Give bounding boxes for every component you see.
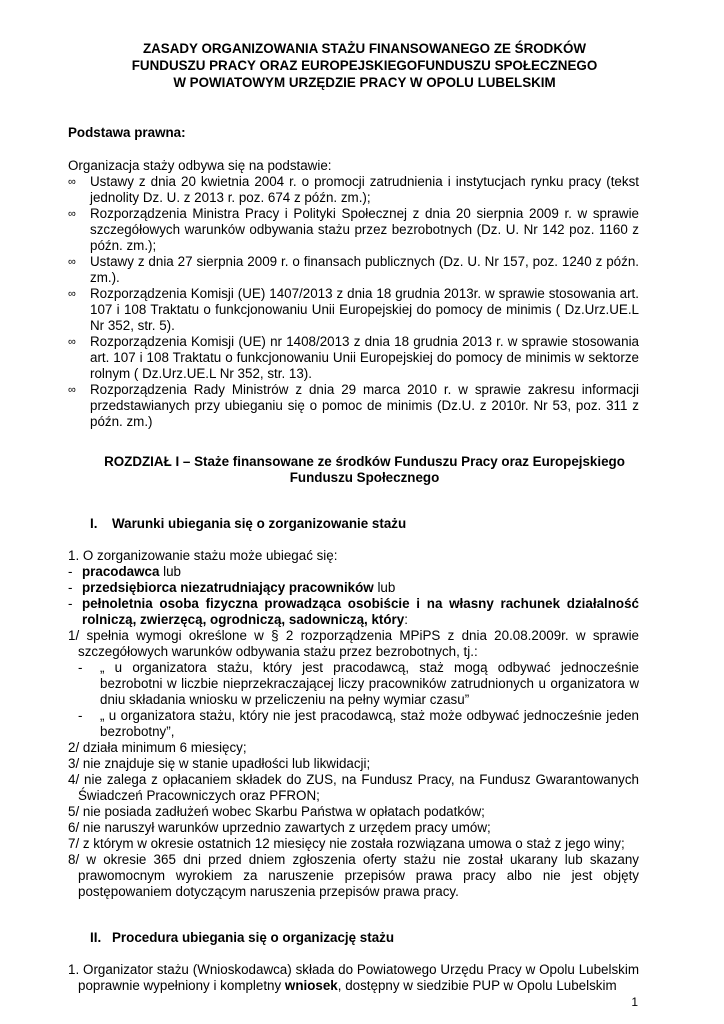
infinity-bullet-icon: ∞ — [68, 176, 76, 188]
infinity-bullet-icon: ∞ — [68, 288, 76, 300]
infinity-bullet-icon: ∞ — [68, 384, 76, 396]
condition-item: 5/ nie posiada zadłużeń wobec Skarbu Państwa w opłatach podatków; — [68, 804, 485, 819]
legal-basis-item: ∞ Ustawy z dnia 27 sierpnia 2009 r. o finansach publicznych (Dz. U. Nr 157, poz. 1240 z późn. zm.). — [68, 254, 639, 285]
title-line-1: ZASADY ORGANIZOWANIA STAŻU FINANSOWANEGO ZE ŚRODKÓW — [142, 41, 587, 56]
applicants-intro: 1. O zorganizowanie stażu może ubiegać się: — [68, 548, 338, 563]
infinity-bullet-icon: ∞ — [68, 336, 76, 348]
legal-basis-item: ∞ Rozporządzenia Rady Ministrów z dnia 29 marca 2010 r. w sprawie zakresu informacji przedstawianych przy ubieganiu się o pomoc de minimis (Dz.U. z 2010r. Nr 53, poz. 311 z późn. zm.) — [68, 382, 639, 429]
chapter-line-1: ROZDZIAŁ I – Staże finansowane ze środków Funduszu Pracy oraz Europejskiego — [104, 454, 625, 469]
title-line-2: FUNDUSZU PRACY ORAZ EUROPEJSKIEGOFUNDUSZU SPOŁECZNEGO — [131, 58, 598, 73]
condition-item: 4/ nie zalega z opłacaniem składek do ZUS, na Fundusz Pracy, na Fundusz Gwarantowanych Świadczeń Pracowniczych oraz PFRON; — [68, 772, 639, 803]
section-2-number: II. — [90, 930, 102, 945]
legal-basis-list — [68, 174, 639, 430]
condition-item: 2/ działa minimum 6 miesięcy; — [68, 740, 247, 755]
legal-basis-item: ∞ Rozporządzenia Komisji (UE) nr 1408/2013 z dnia 18 grudnia 2013 r. w sprawie stosowania art. 107 i 108 Traktatu o funkcjonowaniu Unii Europejskiej do pomocy de minimis w sektorze rolnym ( Dz.Urz.UE.L Nr 352, str. 13). — [68, 334, 639, 381]
chapter-heading — [90, 454, 639, 486]
legal-basis-item: ∞ Rozporządzenia Komisji (UE) 1407/2013 z dnia 18 grudnia 2013r. w sprawie stosowania art. 107 i 108 Traktatu o funkcjonowaniu Unii Europejskiej do pomocy de minimis ( Dz.Urz.UE.L Nr 352, str. 5). — [68, 286, 639, 333]
section-1-number: I. — [90, 516, 98, 531]
quote-item: - „ u organizatora stażu, który jest pracodawcą, staż mogą odbywać jednocześnie bezrobotni w liczbie nieprzekraczającej liczy pracowników zatrudnionych u organizatora w dniu składania wniosku w przeliczeniu na pełny wymiar czasu” — [78, 660, 639, 707]
infinity-bullet-icon: ∞ — [68, 256, 76, 268]
legal-basis-item: ∞ Rozporządzenia Ministra Pracy i Polityki Społecznej z dnia 20 sierpnia 2009 r. w sprawie szczegółowych warunków odbywania stażu przez bezrobotnych (Dz. U. Nr 142 poz. 1160 z późn. zm.); — [68, 206, 639, 253]
section-1-body — [68, 548, 639, 900]
legal-basis-heading: Podstawa prawna: — [68, 125, 186, 140]
condition-item: 3/ nie znajduje się w stanie upadłości lub likwidacji; — [68, 756, 371, 771]
infinity-bullet-icon: ∞ — [68, 208, 76, 220]
condition-item: 7/ z którym w okresie ostatnich 12 miesięcy nie została rozwiązana umowa o staż z jego winy; — [68, 836, 625, 851]
page-number: 1 — [631, 995, 638, 1009]
chapter-line-2: Funduszu Społecznego — [289, 470, 440, 485]
title-line-3: W POWIATOWYM URZĘDZIE PRACY W OPOLU LUBELSKIM — [173, 75, 556, 90]
section-1-title: I. Warunki ubiegania się o zorganizowanie stażu — [90, 516, 407, 531]
condition-item: 8/ w okresie 365 dni przed dniem zgłoszenia oferty stażu nie został ukarany lub skazany prawomocnym wyrokiem za naruszenie przepisów prawa pracy albo nie jest objęty postępowaniem dotyczącym naruszenia przepisów prawa pracy. — [68, 852, 639, 899]
document-title — [90, 40, 639, 91]
applicant-item: - przedsiębiorca niezatrudniający pracowników lub — [68, 580, 396, 595]
quote-item: - „ u organizatora stażu, który nie jest pracodawcą, staż może odbywać jednocześnie jeden bezrobotny”, — [78, 708, 639, 739]
legal-basis-item: ∞ Ustawy z dnia 20 kwietnia 2004 r. o promocji zatrudnienia i instytucjach rynku pracy (tekst jednolity Dz. U. z 2013 r. poz. 674 z późn. zm.); — [68, 174, 639, 205]
condition-item: 6/ nie naruszył warunków uprzednio zawartych z urzędem pracy umów; — [68, 820, 491, 835]
document-page — [68, 40, 639, 994]
section-2-title: II. Procedura ubiegania się o organizację stażu — [90, 930, 395, 945]
condition-item: 1/ spełnia wymogi określone w § 2 rozporządzenia MPiPS z dnia 20.08.2009r. w sprawie szczegółowych warunków odbywania stażu przez bezrobotnych, tj.: — [68, 628, 639, 659]
applicant-item: - pełnoletnia osoba fizyczna prowadząca osobiście i na własny rachunek działalność rolniczą, zwierzęcą, ogrodniczą, sadowniczą, który: — [68, 596, 639, 627]
applicant-item: - pracodawca lub — [68, 564, 181, 579]
legal-basis-intro: Organizacja staży odbywa się na podstawie: — [68, 158, 332, 173]
section-2-paragraph: 1. Organizator stażu (Wnioskodawca) składa do Powiatowego Urzędu Pracy w Opolu Lubelskim poprawnie wypełniony i kompletny wniosek, dostępny w siedzibie PUP w Opolu Lubelskim — [68, 962, 639, 993]
